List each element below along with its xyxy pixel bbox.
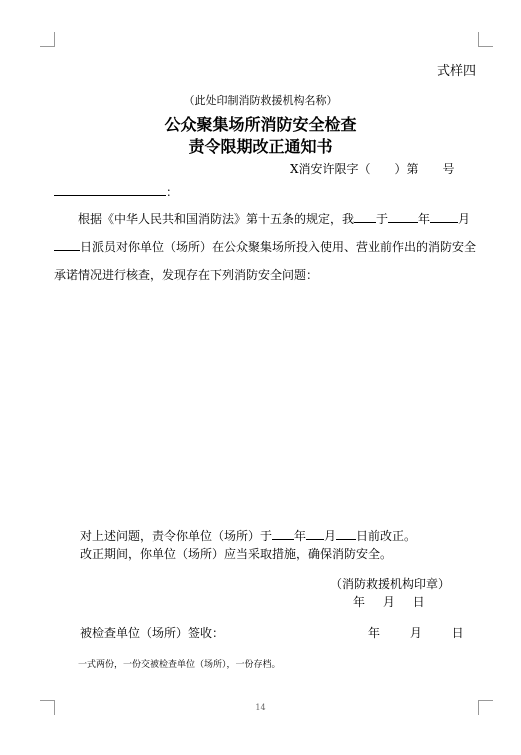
sign-date: 年 月 日 bbox=[368, 626, 464, 640]
addressee-colon: ： bbox=[166, 185, 179, 199]
page-number: 14 bbox=[255, 703, 266, 712]
blank-fix-year bbox=[272, 529, 294, 540]
order-text-d: 日前改正。 bbox=[356, 529, 417, 543]
body-text-c: 年 bbox=[418, 212, 431, 226]
footnote: 一式两份，一份交被检查单位（场所），一份存档。 bbox=[78, 660, 281, 670]
order-text-c: 月 bbox=[324, 529, 337, 543]
blank-day bbox=[54, 240, 80, 251]
order-line-2: 改正期间，你单位（场所）应当采取措施，确保消防安全。 bbox=[80, 547, 393, 561]
blank-unit bbox=[354, 212, 376, 223]
addressee-blank bbox=[54, 185, 166, 196]
org-name-placeholder: （此处印制消防救援机构名称） bbox=[183, 94, 338, 107]
body-paragraph bbox=[54, 205, 482, 289]
order-text-b: 年 bbox=[294, 529, 307, 543]
document-number: X消安许限字（ ）第 号 bbox=[290, 162, 455, 176]
order-line-1 bbox=[80, 527, 416, 544]
blank-year bbox=[388, 212, 418, 223]
sign-label: 被检查单位（场所）签收： bbox=[80, 626, 225, 640]
blank-fix-month bbox=[306, 529, 324, 540]
body-text-e: 日派员对你单位（场所）在公众聚集场所投入使用、营业前作出的消防安全承诺情况进行核查，发现存在下列消防安全问题： bbox=[54, 240, 477, 282]
body-text-a: 根据《中华人民共和国消防法》第十五条的规定，我 bbox=[78, 212, 355, 226]
sample-label: 式样四 bbox=[436, 64, 476, 79]
blank-fix-day bbox=[336, 529, 356, 540]
title-line-2: 责令限期改正通知书 bbox=[188, 137, 333, 156]
addressee-line bbox=[54, 183, 178, 200]
seal-label: （消防救援机构印章） bbox=[330, 577, 451, 591]
crop-mark-top-left bbox=[40, 32, 55, 47]
body-text-d: 月 bbox=[458, 212, 471, 226]
blank-month bbox=[430, 212, 458, 223]
seal-date: 年 月 日 bbox=[353, 595, 425, 609]
title-line-1: 公众聚集场所消防安全检查 bbox=[164, 115, 357, 134]
crop-mark-top-right bbox=[478, 32, 493, 47]
order-text-a: 对上述问题，责令你单位（场所）于 bbox=[80, 529, 273, 543]
body-text-b: 于 bbox=[376, 212, 389, 226]
